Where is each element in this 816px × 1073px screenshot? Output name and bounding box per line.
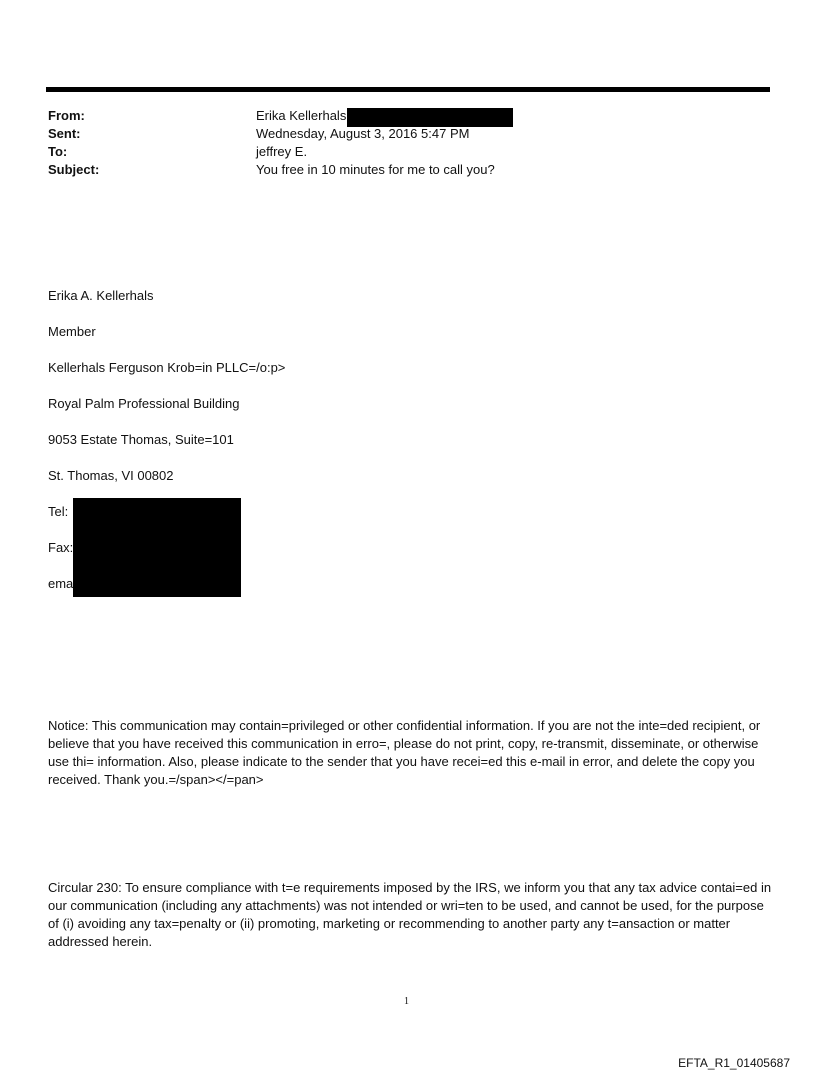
circular-230-disclaimer: Circular 230: To ensure compliance with t=e requirements imposed by the IRS, we inform you that any tax advice contai=ed in our communication (including any attachments) was not intended or wri=ten to be used, and cannot be used, for the purpose of (i) avoiding any tax=penalty or (ii) promoting, marketing or recommending to another party any t=ansaction or matter addressed herein. xyxy=(48,880,772,949)
signature-street: 9053 Estate Thomas, Suite=101 xyxy=(48,432,234,447)
subject-label: Subject: xyxy=(48,162,100,177)
to-label: To: xyxy=(48,144,68,159)
signature-city: St. Thomas, VI 00802 xyxy=(48,468,174,483)
from-label: From: xyxy=(48,108,85,123)
signature-name: Erika A. Kellerhals xyxy=(48,288,154,303)
sent-label: Sent: xyxy=(48,126,81,141)
confidentiality-notice: Notice: This communication may contain=privileged or other confidential information. If you are not the inte=ded recipient, or believe that you have received this communication in erro=, please do not print, copy, re-transmit, disseminate, or otherwise use thi= information. Also, please indicate to the sender that you have recei=ed this e-mail in error, and delete the copy you received. Thank you.=/span></=pan> xyxy=(48,718,761,787)
signature-fax-label: Fax: xyxy=(48,540,74,555)
subject-value: You free in 10 minutes for me to call you? xyxy=(256,162,495,177)
signature-email-label: ema xyxy=(48,576,74,591)
to-value: jeffrey E. xyxy=(256,144,308,159)
page-number: 1 xyxy=(404,996,409,1007)
bates-number: EFTA_R1_01405687 xyxy=(678,1056,790,1070)
signature-tel-label: Tel: xyxy=(48,504,69,519)
from-value: Erika Kellerhals xyxy=(256,108,347,123)
signature-firm: Kellerhals Ferguson Krob=in PLLC=/o:p> xyxy=(48,360,286,375)
signature-title: Member xyxy=(48,324,96,339)
sent-value: Wednesday, August 3, 2016 5:47 PM xyxy=(256,126,470,141)
redaction-contact-details xyxy=(73,498,241,597)
header-rule xyxy=(46,87,770,92)
signature-building: Royal Palm Professional Building xyxy=(48,396,240,411)
